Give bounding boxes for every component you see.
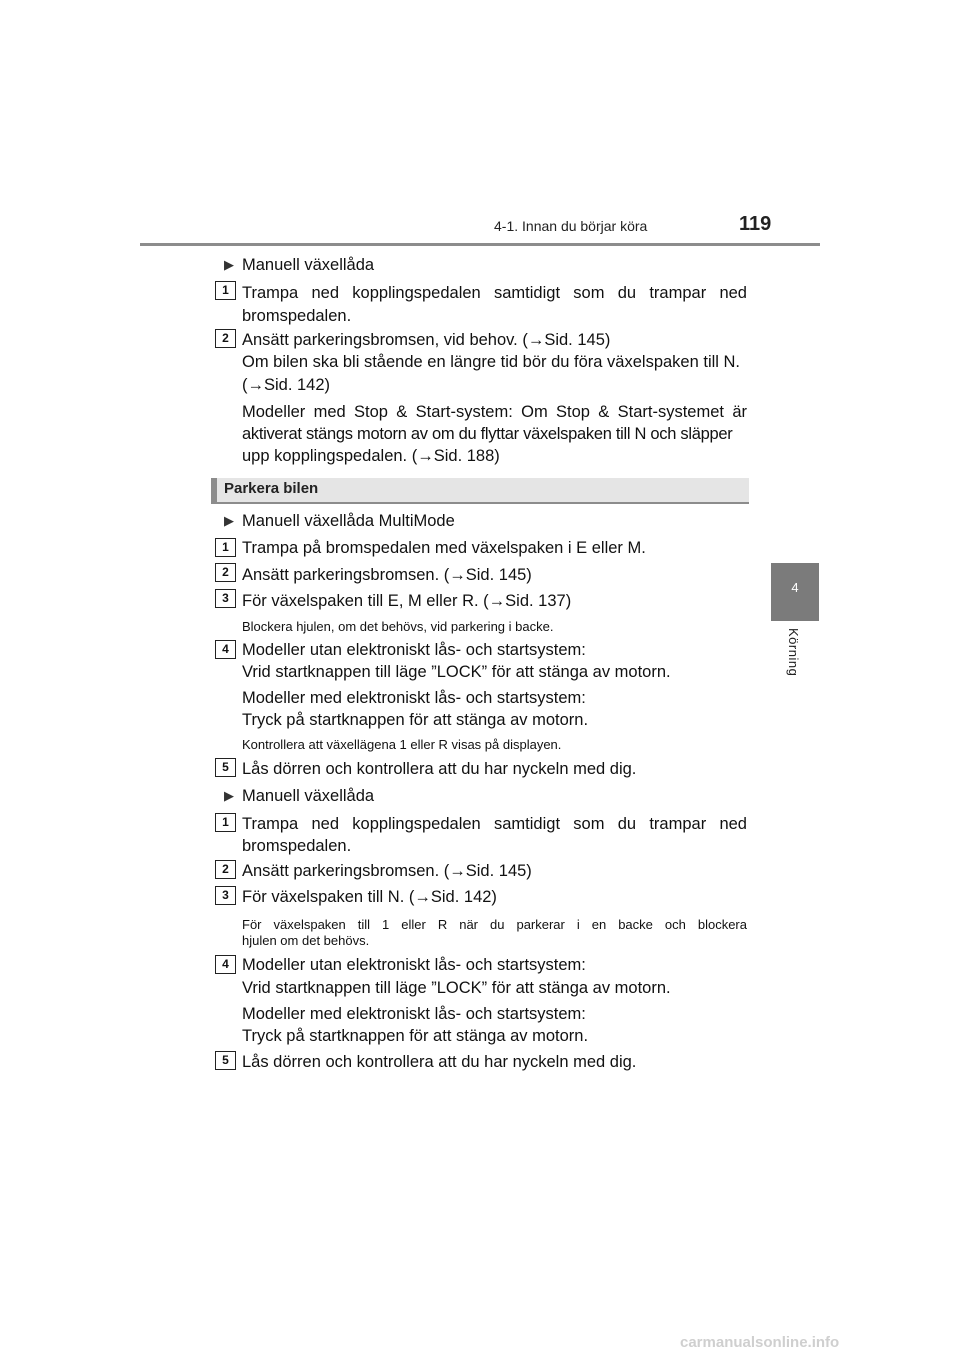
- block2-step3-text: För växelspaken till E, M eller R. (→Sid. 137): [242, 592, 572, 610]
- step-number: 1: [215, 538, 236, 557]
- watermark: carmanualsonline.info: [680, 1334, 840, 1351]
- block1-step1-line1: Trampa ned kopplingspedalen samtidigt som du trampar ned: [242, 284, 747, 302]
- block1-step2-line6: upp kopplingspedalen. (→Sid. 188): [242, 447, 500, 465]
- running-header: 4-1. Innan du börjar köra: [494, 218, 648, 234]
- block3-step4-line4: Tryck på startknappen för att stänga av motorn.: [242, 1027, 589, 1045]
- step-number: 2: [215, 860, 236, 879]
- page-number: 119: [739, 213, 772, 235]
- chapter-label: Körning: [786, 628, 801, 677]
- section-accent-bar: [211, 478, 217, 502]
- block2-step1-text: Trampa på bromspedalen med växelspaken i E eller M.: [242, 539, 646, 557]
- block3-step4-line1: Modeller utan elektroniskt lås- och startsystem:: [242, 956, 586, 974]
- step-number: 5: [215, 758, 236, 777]
- block3-title: Manuell växellåda: [242, 787, 375, 805]
- block3-step1-line2: bromspedalen.: [242, 837, 352, 855]
- block3-step1-line1: Trampa ned kopplingspedalen samtidigt som du trampar ned: [242, 815, 747, 833]
- block2-step4-line1: Modeller utan elektroniskt lås- och startsystem:: [242, 641, 586, 659]
- step-number: 3: [215, 886, 236, 905]
- step-number: 1: [215, 813, 236, 832]
- block1-step2-line5: aktiverat stängs motorn av om du flyttar växelspaken till N och släpper: [242, 425, 733, 443]
- section-header: [211, 478, 749, 504]
- step-number: 4: [215, 955, 236, 974]
- triangle-bullet-icon: ▶: [224, 788, 234, 803]
- block2-step4-line2: Vrid startknappen till läge ”LOCK” för att stänga av motorn.: [242, 663, 671, 681]
- block3-step4-line3: Modeller med elektroniskt lås- och startsystem:: [242, 1005, 586, 1023]
- triangle-bullet-icon: ▶: [224, 513, 234, 528]
- block1-step1-line2: bromspedalen.: [242, 307, 352, 325]
- block3-step2-text: Ansätt parkeringsbromsen. (→Sid. 145): [242, 862, 532, 880]
- block3-step5-text: Lås dörren och kontrollera att du har nyckeln med dig.: [242, 1053, 637, 1071]
- step-number: 1: [215, 281, 236, 300]
- block1-step2-line2: Om bilen ska bli stående en längre tid bör du föra växelspaken till N.: [242, 353, 741, 371]
- block1-title: Manuell växellåda: [242, 256, 375, 274]
- step-number: 2: [215, 329, 236, 348]
- block1-step2-line3: (→Sid. 142): [242, 376, 331, 394]
- block3-step3-note-line1: För växelspaken till 1 eller R när du parkerar i en backe och blockera: [242, 917, 747, 932]
- step-number: 2: [215, 563, 236, 582]
- block1-step2-line1: Ansätt parkeringsbromsen, vid behov. (→Sid. 145): [242, 331, 611, 349]
- triangle-bullet-icon: ▶: [224, 257, 234, 272]
- block3-step4-line2: Vrid startknappen till läge ”LOCK” för att stänga av motorn.: [242, 979, 671, 997]
- block3-step3-note-line2: hjulen om det behövs.: [242, 933, 370, 948]
- header-divider: [140, 243, 820, 246]
- block1-step2-line4: Modeller med Stop & Start-system: Om Stop & Start-systemet är: [242, 403, 747, 421]
- block2-step5-text: Lås dörren och kontrollera att du har nyckeln med dig.: [242, 760, 637, 778]
- block2-title: Manuell växellåda MultiMode: [242, 512, 455, 530]
- block2-step4-line3: Modeller med elektroniskt lås- och startsystem:: [242, 689, 586, 707]
- block2-step4-note: Kontrollera att växellägena 1 eller R visas på displayen.: [242, 737, 562, 752]
- block2-step3-note: Blockera hjulen, om det behövs, vid parkering i backe.: [242, 619, 554, 634]
- step-number: 3: [215, 589, 236, 608]
- block2-step2-text: Ansätt parkeringsbromsen. (→Sid. 145): [242, 566, 532, 584]
- block2-step4-line4: Tryck på startknappen för att stänga av motorn.: [242, 711, 589, 729]
- section-title: Parkera bilen: [224, 480, 319, 497]
- chapter-tab: 4: [771, 563, 819, 621]
- step-number: 4: [215, 640, 236, 659]
- block3-step3-text: För växelspaken till N. (→Sid. 142): [242, 888, 497, 906]
- step-number: 5: [215, 1051, 236, 1070]
